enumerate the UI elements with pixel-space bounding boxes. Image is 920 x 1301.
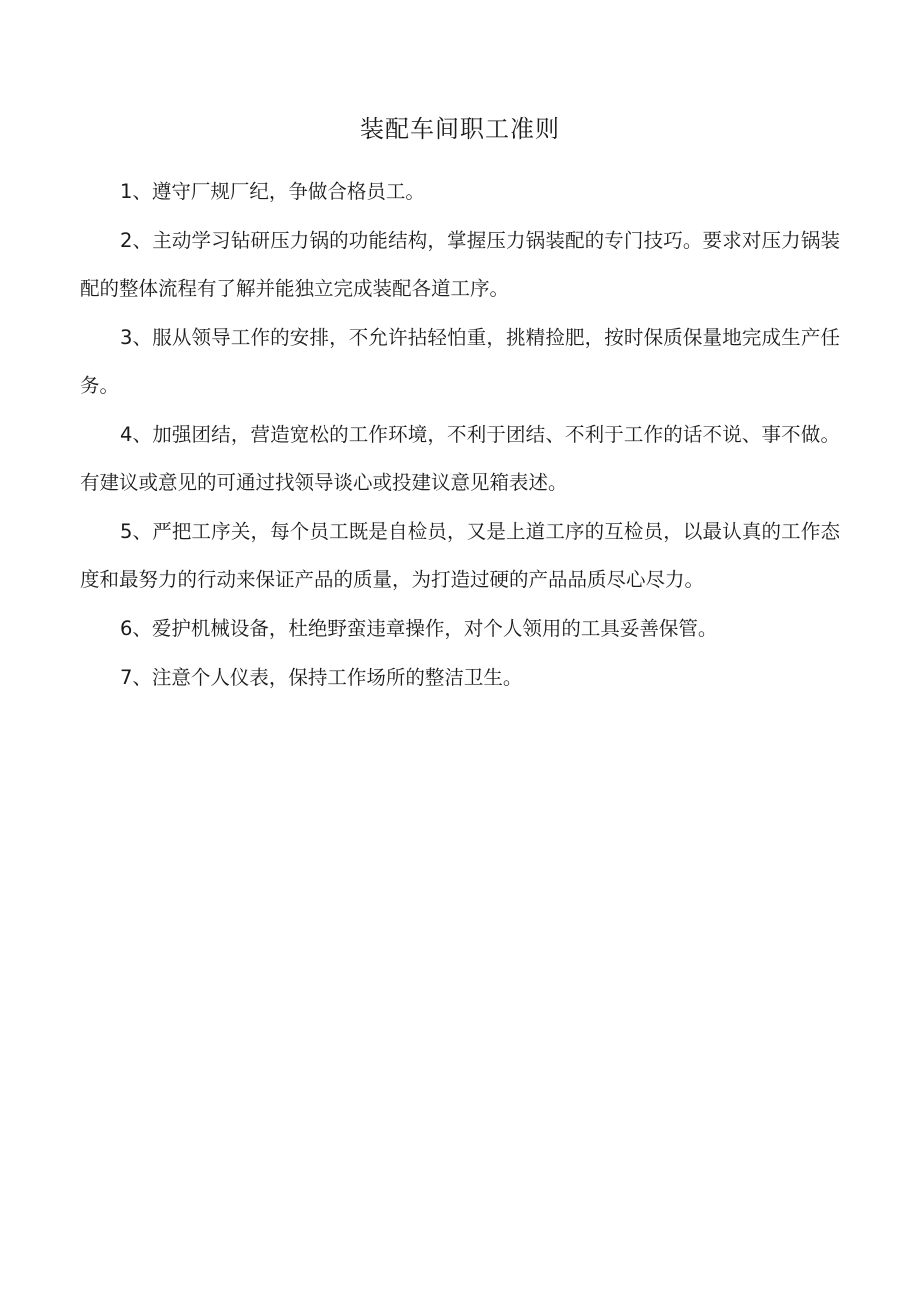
rule-item: 1、遵守厂规厂纪，争做合格员工。 bbox=[120, 180, 425, 203]
rule-item: 2、主动学习钻研压力锅的功能结构，掌握压力锅装配的专门技巧。要求对压力锅装配的整体流程有了解并能独立完成装配各道工序。 bbox=[80, 229, 840, 300]
rule-item: 3、服从领导工作的安排，不允许拈轻怕重，挑精捡肥，按时保质保量地完成生产任务。 bbox=[80, 326, 840, 397]
rule-item: 5、严把工序关，每个员工既是自检员，又是上道工序的互检员，以最认真的工作态度和最努力的行动来保证产品的质量，为打造过硬的产品品质尽心尽力。 bbox=[80, 520, 840, 591]
rule-item: 7、注意个人仪表，保持工作场所的整洁卫生。 bbox=[120, 666, 523, 689]
document-title: 装配车间职工准则 bbox=[360, 115, 560, 143]
rules-list bbox=[80, 168, 840, 703]
rule-item: 6、爱护机械设备，杜绝野蛮违章操作，对个人领用的工具妥善保管。 bbox=[120, 617, 718, 640]
rule-item: 4、加强团结，营造宽松的工作环境，不利于团结、不利于工作的话不说、事不做。有建议或意见的可通过找领导谈心或投建议意见箱表述。 bbox=[80, 423, 840, 494]
